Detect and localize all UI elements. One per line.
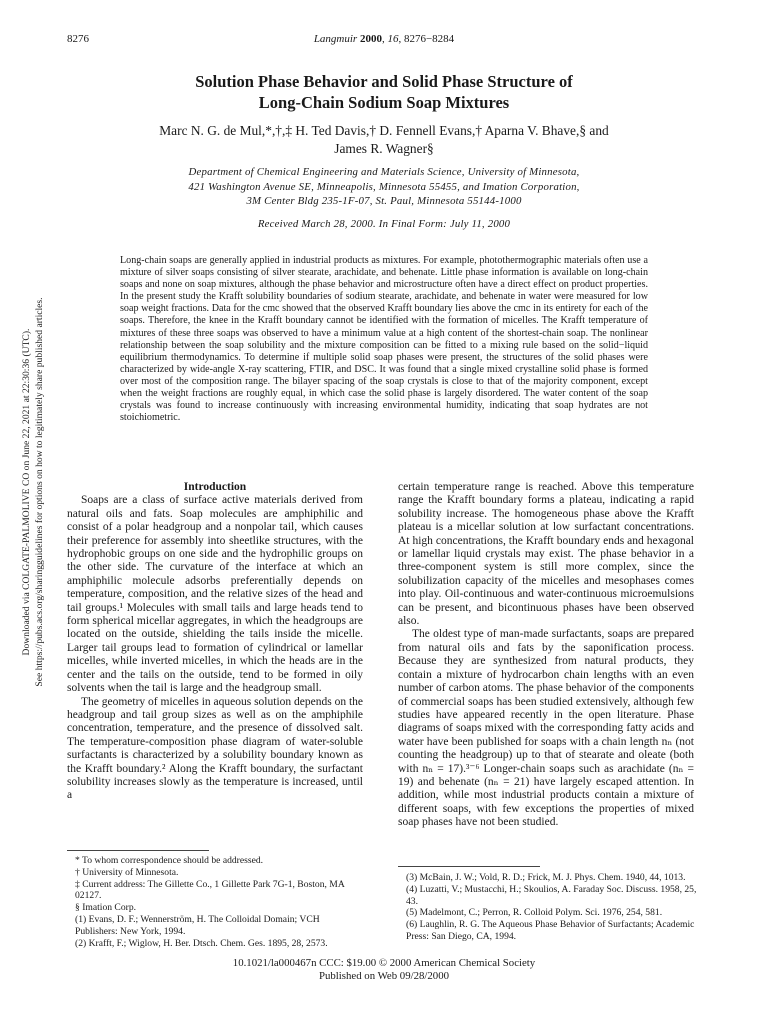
footnote-affiliation-2: § Imation Corp. bbox=[75, 902, 137, 914]
reference-4: (4) Luzatti, V.; Mustacchi, H.; Skoulios, A. Faraday Soc. Discuss. 1958, 25, 43. bbox=[406, 883, 697, 907]
abstract: Long-chain soaps are generally applied in industrial products as mixtures. For example, photothermographic materials often use a mixture of silver soaps consisting of silver stearate, arachidate, and behenate. Little phase information is available on long-chain soaps and none on soap mixtures, although the phase behavior and microstructure often have a direct effect on product properties. In the present study the Krafft solubility boundaries of sodium stearate, arachidate, and behenate in water were measured for low soap weight fractions. Data for the cmc showed that the observed Krafft boundary lies above the cmc in its entirety for each of the soaps. Therefore, the knee in the Krafft boundary cannot be identified with the formation of micelles. The Krafft temperature of mixtures of these three soaps was observed to have a minimum value at a high content of the shortest-chain soap. The nonlinear relationship between the soap solubility and the mixture composition can be fitted to a mixing rule based on the solid−liquid equilibrium thermodynamics. To determine if multiple solid soap phases were present, the structures of the solid phases were characterized by wide-angle X-ray scattering, FTIR, and DSC. It was found that a single mixed crystalline solid phase is formed over most of the composition range. The bilayer spacing of the soap crystals is close to that of the majority component, except when the weight fractions are roughly equal, in which case the solid phase is largely disordered. The water content of the soap crystals was found to increase continuously with increasing environmental humidity, indicating that soap hydrates are not stoichiometric. bbox=[120, 255, 648, 424]
right-paragraph-2: The oldest type of man-made surfactants, soaps are prepared from natural oils and fats by the saponification process. Because they are synthesized from natural products, they contain a mixture of hydrocarbon chain lengths with an even number of carbon atoms. The phase behavior of the components of commercial soaps has been studied extensively, although few studies have appeared recently in the open literature. Phase diagrams of soaps mixed with the corresponding fatty acids and water have been published for soaps with a chain length nₙ (not counting the headgroup) up to that of stearate and oleate (both with nₙ = 17).³⁻⁶ Longer-chain soaps such as arachidate (nₙ = 19) and behenate (nₙ = 21) have largely escaped attention. In addition, while most industrial products contain a mixture of different soaps, with few exceptions the properties of mixed soap phases have not been studied. bbox=[398, 628, 694, 829]
reference-1: (1) Evans, D. F.; Wennerström, H. The Colloidal Domain; VCH Publishers: New York, 1994. bbox=[75, 913, 320, 937]
affiliation-line-1: Department of Chemical Engineering and Materials Science, University of Minnesota, bbox=[188, 166, 580, 178]
footnote-rule-right bbox=[398, 866, 540, 867]
reference-2: (2) Krafft, F.; Wiglow, H. Ber. Dtsch. Chem. Ges. 1895, 28, 2573. bbox=[75, 937, 328, 949]
footnote-current-address: ‡ Current address: The Gillette Co., 1 Gillette Park 7G-1, Boston, MA 02127. bbox=[75, 878, 345, 902]
download-notice-line-1: Downloaded via COLGATE-PALMOLIVE CO on June 22, 2021 at 22:30:36 (UTC). bbox=[21, 328, 32, 656]
page-number: 8276 bbox=[67, 33, 89, 45]
left-paragraph-1: Soaps are a class of surface active materials derived from natural oils and fats. Soap molecules are amphiphilic and consist of a polar headgroup and a nonpolar tail, which causes their preference for assembly into sheetlike structures, with the hydrophobic groups on one side and the hydrophilic groups on the other side. The curvature of the interface at which an amphiphilic molecule adsorbs preferentially depends on temperature, composition, and the relative sizes of the head and tail groups.¹ Molecules with small tails and large heads tend to form spherical micellar aggregates, in which the headgroups are located on the outside, shielding the tails inside the micelle. Larger tail groups lead to formation of cylindrical or lamellar micelles, while inverted micelles, in which the heads are in the center and the tails on the outside, tend to be formed in oily solvents when the tail is large and the headgroup small. bbox=[67, 494, 363, 695]
footnotes-left bbox=[67, 855, 363, 949]
affiliation-line-2: 421 Washington Avenue SE, Minneapolis, Minnesota 55455, and Imation Corporation, bbox=[188, 180, 580, 193]
section-heading-introduction: Introduction bbox=[183, 481, 247, 493]
journal-volume: 16 bbox=[387, 33, 399, 45]
footnotes-right bbox=[398, 872, 698, 943]
journal-header: Langmuir 2000, 16, 8276−8284 bbox=[313, 33, 455, 45]
authors-line-1: Marc N. G. de Mul,*,†,‡ H. Ted Davis,† D. Fennell Evans,† Aparna V. Bhave,§ and bbox=[159, 123, 609, 138]
left-column bbox=[67, 481, 363, 803]
page-footer bbox=[0, 957, 768, 982]
reference-3: (3) McBain, J. W.; Vold, R. D.; Frick, M. J. Phys. Chem. 1940, 44, 1013. bbox=[406, 872, 686, 883]
article-title bbox=[100, 71, 668, 113]
authors-line-2: James R. Wagner§ bbox=[334, 141, 434, 156]
footnote-correspondence: * To whom correspondence should be addressed. bbox=[75, 855, 264, 866]
published-date: Published on Web 09/28/2000 bbox=[319, 969, 449, 982]
affiliation-line-3: 3M Center Bldg 235-1F-07, St. Paul, Minnesota 55144-1000 bbox=[246, 195, 522, 207]
footnote-affiliation-1: † University of Minnesota. bbox=[75, 866, 179, 878]
reference-5: (5) Madelmont, C.; Perron, R. Colloid Polym. Sci. 1976, 254, 581. bbox=[406, 907, 663, 919]
left-paragraph-2: The geometry of micelles in aqueous solution depends on the headgroup and tail group sizes as well as on the amphiphile concentration, temperature, and the presence of dissolved salt. The temperature-composition phase diagram of water-soluble surfactants is characterized by a solubility boundary known as the Krafft boundary.² Along the Krafft boundary, the surfactant solubility increases slowly as the temperature is increased, until a bbox=[67, 695, 364, 802]
footnote-rule-left bbox=[67, 850, 209, 851]
journal-pages: 8276−8284 bbox=[403, 33, 455, 45]
right-column bbox=[398, 481, 694, 830]
journal-name: Langmuir bbox=[313, 33, 358, 45]
doi-copyright: 10.1021/la000467n CCC: $19.00 © 2000 American Chemical Society bbox=[232, 957, 536, 969]
right-paragraph-1: certain temperature range is reached. Above this temperature range the Krafft boundary forms a plateau, indicating a rapid solubility increase. The homogeneous phase above the Krafft plateau is a micellar solution at low surfactant concentrations. At high concentrations, the Krafft boundary ends and hexagonal or lamellar liquid crystals may exist. The phase behavior in a three-component system is still more complex, since the solubilization capacity of the micelles and mesophases comes into play. Oil-continuous and water-continuous microemulsions can be present, and bicontinuous phases have been observed also. bbox=[398, 481, 694, 628]
received-dates: Received March 28, 2000. In Final Form: July 11, 2000 bbox=[257, 218, 511, 230]
affiliation bbox=[110, 165, 658, 209]
download-notice bbox=[20, 272, 60, 712]
title-line-2: Long-Chain Sodium Soap Mixtures bbox=[258, 93, 510, 112]
title-line-1: Solution Phase Behavior and Solid Phase Structure of bbox=[195, 72, 573, 91]
download-notice-line-2[interactable]: See https://pubs.acs.org/sharingguidelines for options on how to legitimately share published articles. bbox=[34, 297, 45, 687]
journal-year: 2000 bbox=[359, 33, 382, 45]
reference-6: (6) Laughlin, R. G. The Aqueous Phase Behavior of Surfactants; Academic Press: San Diego, CA, 1994. bbox=[406, 919, 695, 942]
authors bbox=[80, 122, 688, 158]
